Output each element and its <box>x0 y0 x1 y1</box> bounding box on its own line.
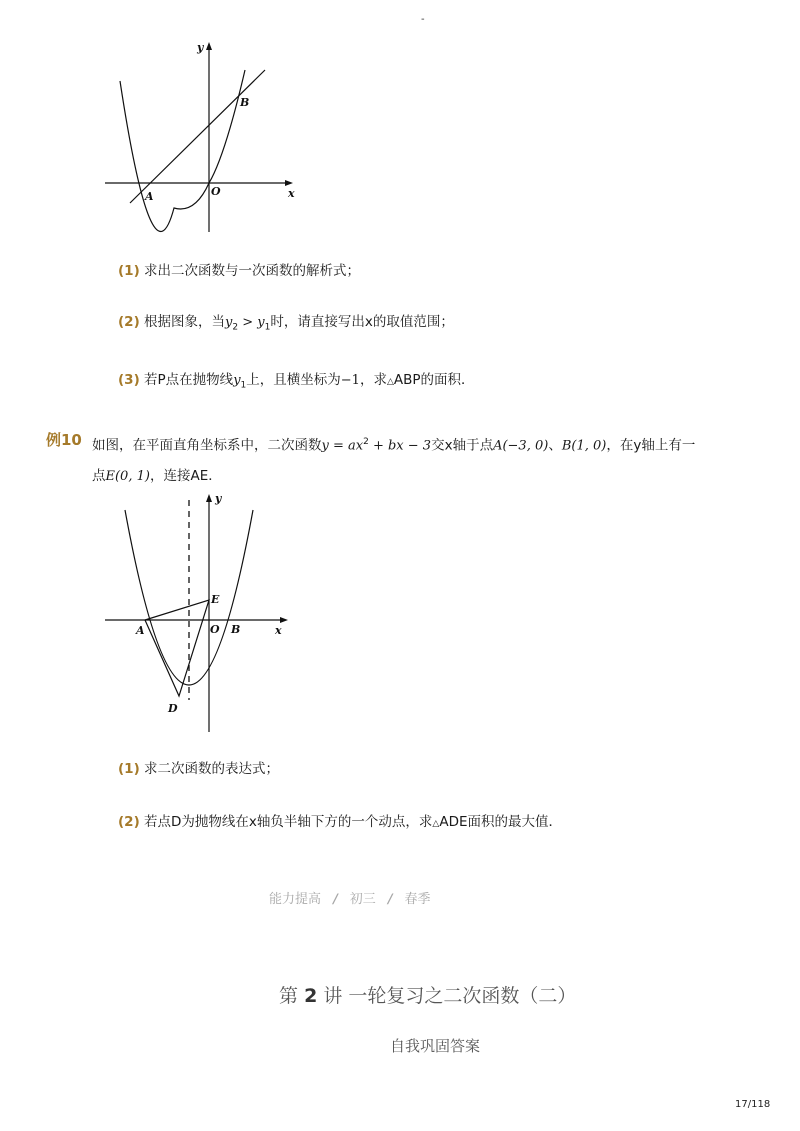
top-mark: - <box>421 14 425 25</box>
triangle-ADE <box>145 600 209 696</box>
example-label: 例10 <box>46 431 82 449</box>
label-x: x <box>275 624 282 637</box>
course-breadcrumb: 能力提高 / 初三 / 春季 <box>269 892 431 907</box>
prev-part-2: (2) 根据图象，当$y_2 > y_1$时，请直接写出x的取值范围； <box>118 314 454 333</box>
page-number: 17/118 <box>735 1099 771 1110</box>
prev-part-3: (3) 若P点在抛物线$y_1$上，且横坐标为−1，求△ABP的面积． <box>118 372 475 391</box>
label-x: x <box>288 187 295 200</box>
lecture-title: 第 2 讲 一轮复习之二次函数（二） <box>279 985 577 1007</box>
example-line-1: 如图，在平面直角坐标系中，二次函数$y = ax^2$ + bx − 3交x轴于点A(−3, 0)、B(1, 0)，在y轴上有一 <box>92 437 696 454</box>
example-part-1: (1) 求二次函数的表达式； <box>118 761 280 777</box>
example-part-2: (2) 若点D为抛物线在x轴负半轴下方的一个动点，求△ADE面积的最大值． <box>118 814 563 830</box>
label-y: y <box>197 41 204 54</box>
label-D: D <box>168 702 178 715</box>
label-B: B <box>240 96 250 109</box>
example-line-2: 点E(0, 1)，连接AE． <box>92 468 222 484</box>
prev-part-1: (1) 求出二次函数与一次函数的解析式； <box>118 263 361 279</box>
label-B: B <box>231 623 241 636</box>
section-title: 自我巩固答案 <box>390 1037 481 1055</box>
label-y: y <box>215 492 222 505</box>
label-A: A <box>136 624 145 637</box>
label-O: O <box>210 623 220 636</box>
label-A: A <box>145 190 154 203</box>
figure-parabola-triangle <box>100 488 295 738</box>
label-E: E <box>211 593 220 606</box>
label-O: O <box>211 185 221 198</box>
figure-parabola-line <box>100 36 295 236</box>
